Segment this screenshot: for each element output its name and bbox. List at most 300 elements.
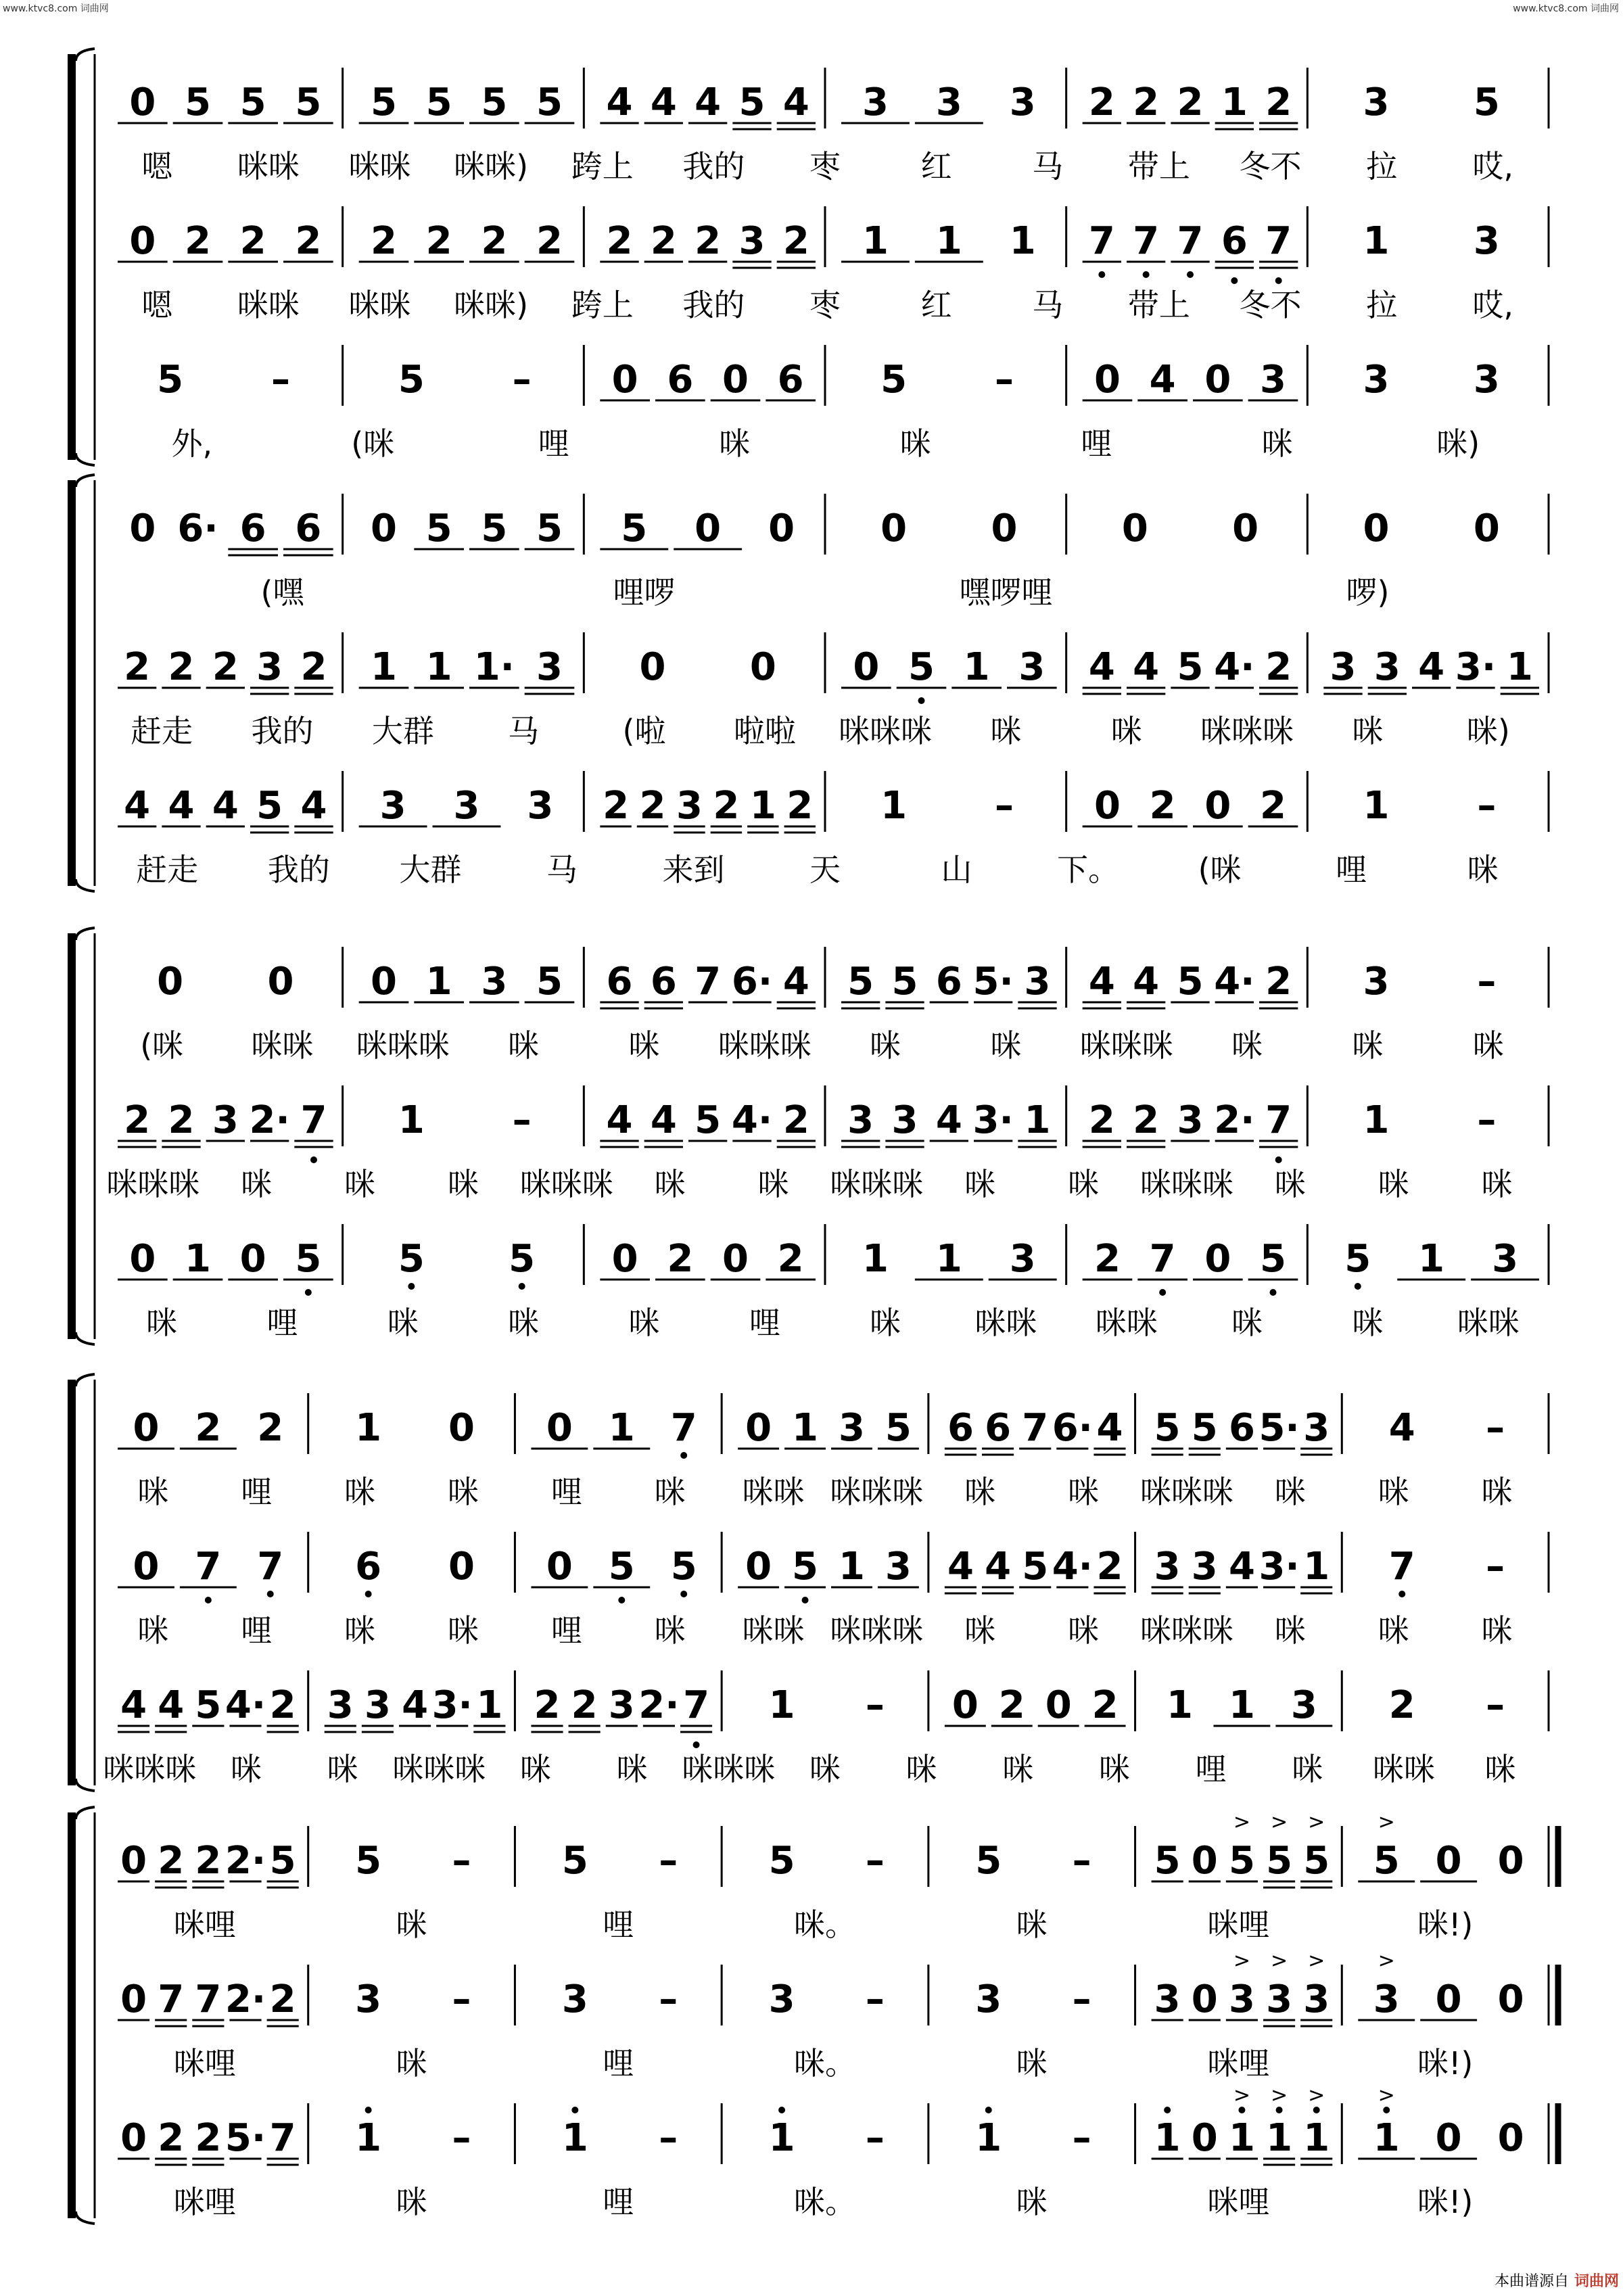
lyric-syllable: 咪咪 bbox=[1095, 1305, 1158, 1341]
lyric-syllable: 咪 bbox=[1481, 1166, 1513, 1202]
low-octave-dot bbox=[1187, 271, 1194, 278]
note: 1 bbox=[1363, 784, 1390, 828]
lyric-syllable: 咪!) bbox=[1417, 2184, 1474, 2220]
note: 3 bbox=[838, 1406, 865, 1450]
note: 5 bbox=[256, 784, 283, 828]
accent-mark: > bbox=[1308, 1810, 1325, 1834]
lyric-syllable: 哩啰 bbox=[613, 574, 676, 611]
note: 1 bbox=[561, 2116, 588, 2160]
note: 3 bbox=[975, 1977, 1002, 2021]
lyric-syllable: 咪咪) bbox=[454, 287, 529, 323]
note: 5 bbox=[536, 507, 563, 550]
note: 0 bbox=[267, 960, 294, 1004]
low-octave-dot bbox=[1098, 271, 1105, 278]
note: 1 bbox=[371, 645, 397, 689]
note: 3 bbox=[1260, 358, 1286, 402]
note: 4 bbox=[606, 80, 633, 124]
note: 0 bbox=[722, 1237, 749, 1281]
note: – bbox=[512, 358, 532, 402]
note: 5 bbox=[1344, 1237, 1371, 1281]
lyric-syllable: 咪 bbox=[327, 1751, 358, 1787]
note: 2 bbox=[1265, 645, 1292, 689]
note: 3 bbox=[1290, 1683, 1317, 1727]
note: 0 bbox=[546, 1545, 573, 1589]
note: 3· bbox=[1455, 645, 1497, 689]
accent-mark: > bbox=[1233, 1810, 1250, 1834]
system-bracket bbox=[68, 933, 76, 1339]
note: 0 bbox=[371, 507, 397, 550]
note: 0 bbox=[1204, 1237, 1231, 1281]
note: 3 bbox=[1473, 219, 1500, 263]
system-bracket bbox=[68, 54, 76, 460]
note: 3 bbox=[1373, 1977, 1400, 2021]
high-octave-dot bbox=[1383, 2107, 1390, 2113]
note: 2 bbox=[998, 1683, 1025, 1727]
note: 4 bbox=[695, 80, 722, 124]
note: 5· bbox=[225, 2116, 266, 2160]
note: 3 bbox=[1154, 1977, 1181, 2021]
note: 0 bbox=[745, 1406, 772, 1450]
accent-mark: > bbox=[1308, 2084, 1325, 2107]
note: 5 bbox=[738, 80, 766, 124]
note: 2· bbox=[249, 1098, 290, 1142]
lyric-syllable: 咪咪咪 bbox=[392, 1751, 486, 1787]
note: 7 bbox=[300, 1098, 327, 1142]
note: 5 bbox=[269, 1839, 296, 1883]
lyric-syllable: 咪。 bbox=[794, 2184, 856, 2220]
note: 1 bbox=[975, 2116, 1002, 2160]
note: 0 bbox=[745, 1545, 772, 1589]
note: – bbox=[512, 1098, 532, 1142]
note: 5 bbox=[561, 1839, 588, 1883]
note: 0 bbox=[129, 219, 156, 263]
note: 2· bbox=[225, 1977, 266, 2021]
note: – bbox=[271, 358, 290, 402]
note: 0 bbox=[1497, 1977, 1524, 2021]
lyric-syllable: 马 bbox=[1032, 148, 1064, 185]
lyric-syllable: 马 bbox=[1032, 287, 1064, 323]
lyric-syllable: 赶走 bbox=[136, 851, 199, 888]
note: 5 bbox=[1022, 1545, 1049, 1589]
lyric-syllable: 咪咪 bbox=[251, 1027, 314, 1064]
note: 7 bbox=[1133, 219, 1160, 263]
low-octave-dot bbox=[918, 697, 925, 704]
note: 3· bbox=[431, 1683, 473, 1727]
note: 3 bbox=[256, 645, 283, 689]
note: 2 bbox=[782, 219, 809, 263]
lyric-syllable: 咪 bbox=[1467, 851, 1499, 888]
note: 0 bbox=[722, 358, 749, 402]
lyric-syllable: 咪 bbox=[1274, 1166, 1306, 1202]
note: 0 bbox=[448, 1545, 475, 1589]
lyric-syllable: 咪 bbox=[1016, 2184, 1048, 2220]
lyric-syllable: 咪咪咪 bbox=[1140, 1166, 1233, 1202]
note: 1 bbox=[963, 645, 990, 689]
note: 7 bbox=[1265, 1098, 1292, 1142]
low-octave-dot bbox=[693, 1741, 700, 1748]
lyric-syllable: 咪 bbox=[1099, 1751, 1130, 1787]
lyric-syllable: 咪咪咪 bbox=[682, 1751, 776, 1787]
note: 2 bbox=[425, 219, 452, 263]
lyric-syllable: 咪咪 bbox=[1373, 1751, 1435, 1787]
note: 3 bbox=[212, 1098, 239, 1142]
note: 4 bbox=[782, 80, 809, 124]
note: – bbox=[1477, 784, 1497, 828]
note: 6 bbox=[985, 1406, 1012, 1450]
lyric-syllable: 咪 bbox=[719, 425, 751, 462]
lyric-syllable: 咪 bbox=[448, 1166, 479, 1202]
note: 2 bbox=[786, 784, 814, 828]
note: 5 bbox=[239, 80, 266, 124]
note: 7 bbox=[670, 1406, 697, 1450]
note: 2 bbox=[481, 219, 508, 263]
note: – bbox=[865, 1977, 885, 2021]
note: 4 bbox=[1418, 645, 1445, 689]
note: 1 bbox=[1303, 2116, 1330, 2160]
note: 6 bbox=[1228, 1406, 1255, 1450]
note: 3 bbox=[885, 1545, 912, 1589]
footer-source-label: 本曲谱源自 bbox=[1494, 2273, 1569, 2290]
note: 1· bbox=[473, 645, 515, 689]
note: 2 bbox=[1260, 784, 1286, 828]
system-bracket-curl bbox=[76, 1807, 95, 2224]
note: 1 bbox=[1506, 645, 1533, 689]
note: 4 bbox=[1088, 960, 1115, 1004]
accent-mark: > bbox=[1378, 1949, 1395, 1973]
note: 0 bbox=[1121, 507, 1148, 550]
low-octave-dot bbox=[680, 1591, 687, 1597]
note: 4 bbox=[1096, 1406, 1123, 1450]
note: 1 bbox=[425, 645, 452, 689]
lyric-syllable: 咪 bbox=[396, 2184, 427, 2220]
note: – bbox=[1072, 1839, 1091, 1883]
note: 1 bbox=[1221, 80, 1248, 124]
note: 5· bbox=[972, 960, 1014, 1004]
lyric-syllable: 哎, bbox=[1472, 287, 1514, 323]
lyric-syllable: 咪 bbox=[1261, 425, 1293, 462]
note: 1 bbox=[1154, 2116, 1181, 2160]
accent-mark: > bbox=[1271, 1810, 1288, 1834]
note: 5 bbox=[295, 80, 322, 124]
lyric-syllable: 咪 bbox=[628, 1305, 660, 1341]
lyric-syllable: 赶走 bbox=[131, 713, 193, 749]
note: 5 bbox=[295, 1237, 322, 1281]
note: 5 bbox=[768, 1839, 795, 1883]
lyric-syllable: 咪 bbox=[870, 1305, 901, 1341]
lyric-syllable: 咪咪 bbox=[237, 148, 300, 185]
lyric-syllable: 咪 bbox=[1231, 1027, 1263, 1064]
note: – bbox=[1486, 1545, 1505, 1589]
lyric-syllable: 咪 bbox=[990, 713, 1022, 749]
note: 0 bbox=[129, 1237, 156, 1281]
note: 4 bbox=[1149, 358, 1176, 402]
lyric-syllable: 咪 bbox=[1231, 1305, 1263, 1341]
lyric-syllable: 咪 bbox=[1016, 1906, 1048, 1943]
note: 5 bbox=[608, 1545, 635, 1589]
note: 2 bbox=[603, 784, 630, 828]
note: 1 bbox=[768, 2116, 795, 2160]
lyric-syllable: 嘿啰哩 bbox=[959, 574, 1053, 611]
lyric-syllable: 咪 bbox=[1352, 1305, 1384, 1341]
low-octave-dot bbox=[1398, 1591, 1405, 1597]
lyric-syllable: 咪哩 bbox=[1207, 2045, 1270, 2082]
note: 1 bbox=[608, 1406, 635, 1450]
note: 0 bbox=[639, 645, 666, 689]
note: 1 bbox=[862, 219, 889, 263]
lyric-syllable: 枣 bbox=[809, 148, 841, 185]
note: 6 bbox=[650, 960, 677, 1004]
footer-credit bbox=[1495, 2270, 1619, 2291]
note: 0 bbox=[991, 507, 1018, 550]
note: 1 bbox=[1363, 1098, 1390, 1142]
lyric-syllable: 马 bbox=[546, 851, 578, 888]
note: 0 bbox=[611, 358, 638, 402]
note: 5 bbox=[157, 358, 184, 402]
note: 3 bbox=[1177, 1098, 1204, 1142]
note: 6· bbox=[1052, 1406, 1093, 1450]
lyric-syllable: 来到 bbox=[662, 851, 725, 888]
lyric-syllable: 咪 bbox=[616, 1751, 648, 1787]
note: 3 bbox=[453, 784, 480, 828]
lyric-syllable: 咪 bbox=[964, 1612, 996, 1649]
note: 2 bbox=[667, 1237, 694, 1281]
note: 3 bbox=[1228, 1977, 1255, 2021]
note: – bbox=[1477, 1098, 1497, 1142]
note: 5 bbox=[1473, 80, 1500, 124]
low-octave-dot bbox=[1143, 271, 1150, 278]
lyric-syllable: 带上 bbox=[1127, 287, 1190, 323]
footer-brand[interactable]: 词曲网 bbox=[1574, 2273, 1619, 2290]
note: 6 bbox=[777, 358, 804, 402]
lyric-syllable: 我的 bbox=[682, 148, 745, 185]
lyric-syllable: 咪 bbox=[1378, 1166, 1409, 1202]
lyric-syllable: 咪 bbox=[396, 1906, 427, 1943]
lyric-syllable: 咪 bbox=[344, 1474, 376, 1510]
note: 4 bbox=[1388, 1406, 1415, 1450]
lyric-syllable: 咪咪咪 bbox=[830, 1612, 924, 1649]
note: 3 bbox=[891, 1098, 918, 1142]
note: 4 bbox=[120, 1683, 147, 1727]
lyric-syllable: (咪 bbox=[1198, 851, 1242, 888]
lyric-syllable: 咪 bbox=[344, 1166, 376, 1202]
lyric-syllable: 跨上 bbox=[571, 287, 634, 323]
lyric-syllable: 咪咪) bbox=[454, 148, 529, 185]
lyric-syllable: 咪 bbox=[1472, 1027, 1504, 1064]
note: 3 bbox=[355, 1977, 382, 2021]
note: 5 bbox=[975, 1839, 1002, 1883]
note: – bbox=[865, 1683, 885, 1727]
note: 5 bbox=[371, 80, 397, 124]
low-octave-dot bbox=[205, 1597, 212, 1603]
note: 1 bbox=[1167, 1683, 1194, 1727]
note: 2 bbox=[1094, 1237, 1121, 1281]
system-bracket-curl bbox=[76, 928, 95, 1344]
note: 2 bbox=[571, 1683, 598, 1727]
lyric-syllable: 哩 bbox=[550, 1474, 582, 1510]
note: – bbox=[1072, 1977, 1091, 2021]
lyric-syllable: (咪 bbox=[140, 1027, 184, 1064]
lyric-syllable: 咪咪咪 bbox=[1200, 713, 1294, 749]
note: 0 bbox=[1497, 1839, 1524, 1883]
lyric-syllable: 哩 bbox=[603, 1906, 634, 1943]
note: 5 bbox=[425, 507, 452, 550]
lyric-syllable: 咪 bbox=[654, 1166, 686, 1202]
note: 3 bbox=[536, 645, 563, 689]
note: 6· bbox=[177, 507, 218, 550]
lyric-syllable: 咪 bbox=[1110, 713, 1142, 749]
note: 5 bbox=[1303, 1839, 1330, 1883]
note: 5 bbox=[621, 507, 648, 550]
lyric-syllable: 嗯 bbox=[141, 148, 173, 185]
lyric-syllable: 咪哩 bbox=[173, 2184, 236, 2220]
note: – bbox=[865, 1839, 885, 1883]
note: 5 bbox=[847, 960, 874, 1004]
note: 2 bbox=[269, 1683, 296, 1727]
lyric-syllable: 咪 bbox=[899, 425, 931, 462]
lyric-syllable: 咪) bbox=[1466, 713, 1510, 749]
note: – bbox=[659, 2116, 678, 2160]
note: 4 bbox=[985, 1545, 1012, 1589]
lyric-syllable: 咪 bbox=[628, 1027, 660, 1064]
note: 3 bbox=[1492, 1237, 1519, 1281]
high-octave-dot bbox=[1313, 2107, 1320, 2113]
note: 0 bbox=[768, 507, 795, 550]
lyric-syllable: 哩 bbox=[603, 2184, 634, 2220]
note: 4 bbox=[402, 1683, 429, 1727]
lyric-syllable: 咪 bbox=[964, 1474, 996, 1510]
note: 6 bbox=[935, 960, 962, 1004]
lyric-syllable: 咪 bbox=[905, 1751, 937, 1787]
note: 2 bbox=[185, 219, 211, 263]
note: 0 bbox=[1232, 507, 1259, 550]
low-octave-dot bbox=[1275, 277, 1282, 284]
note: 3 bbox=[379, 784, 406, 828]
note: 0 bbox=[120, 1839, 147, 1883]
note: 4 bbox=[782, 960, 809, 1004]
note: 0 bbox=[1435, 2116, 1462, 2160]
high-octave-dot bbox=[1276, 2107, 1283, 2113]
high-octave-dot bbox=[365, 2107, 372, 2113]
lyric-syllable: 咪哩 bbox=[173, 1906, 236, 1943]
lyric-syllable: 咪咪咪 bbox=[718, 1027, 812, 1064]
lyric-syllable: 咪 bbox=[1016, 2045, 1048, 2082]
note: 5 bbox=[792, 1545, 819, 1589]
note: 6 bbox=[295, 507, 322, 550]
low-octave-dot bbox=[1270, 1289, 1277, 1296]
low-octave-dot bbox=[310, 1156, 317, 1163]
lyric-syllable: 咪 bbox=[1378, 1474, 1409, 1510]
lyric-syllable: 咪咪咪 bbox=[830, 1474, 924, 1510]
note: 2 bbox=[1088, 1098, 1115, 1142]
note: 0 bbox=[1204, 358, 1231, 402]
note: 7 bbox=[695, 960, 722, 1004]
high-octave-dot bbox=[985, 2107, 992, 2113]
note: 2 bbox=[639, 784, 666, 828]
note: 2 bbox=[1265, 960, 1292, 1004]
note: 5 bbox=[481, 507, 508, 550]
note: 7 bbox=[1388, 1545, 1415, 1589]
note: 2 bbox=[650, 219, 677, 263]
note: 3· bbox=[972, 1098, 1014, 1142]
note: 2 bbox=[1388, 1683, 1415, 1727]
lyric-syllable: 咪咪咪 bbox=[519, 1166, 613, 1202]
note: 3 bbox=[768, 1977, 795, 2021]
lyric-syllable: 咪 bbox=[1352, 713, 1384, 749]
note: 5 bbox=[398, 1237, 425, 1281]
note: 1 bbox=[1024, 1098, 1051, 1142]
note: 2 bbox=[1265, 80, 1292, 124]
note: 5 bbox=[1154, 1839, 1181, 1883]
lyric-syllable: 哩 bbox=[1081, 425, 1112, 462]
note: 5 bbox=[1260, 1237, 1286, 1281]
lyric-syllable: 咪 bbox=[508, 1027, 540, 1064]
note: 2 bbox=[168, 645, 195, 689]
lyric-syllable: 咪 bbox=[448, 1612, 479, 1649]
lyric-syllable: 哩 bbox=[550, 1612, 582, 1649]
note: 0 bbox=[1094, 784, 1121, 828]
lyric-syllable: 马 bbox=[508, 713, 540, 749]
note: 4 bbox=[1228, 1545, 1255, 1589]
lyric-syllable: 哩 bbox=[603, 2045, 634, 2082]
lyric-syllable: 跨上 bbox=[571, 148, 634, 185]
note: 3 bbox=[1363, 960, 1390, 1004]
low-octave-dot bbox=[1275, 1156, 1282, 1163]
note: 5 bbox=[695, 1098, 722, 1142]
note: 1 bbox=[792, 1406, 819, 1450]
note: 4 bbox=[1088, 645, 1115, 689]
note: 5 bbox=[670, 1545, 697, 1589]
accent-mark: > bbox=[1308, 1949, 1325, 1973]
lyric-syllable: 咪咪咪 bbox=[1140, 1612, 1233, 1649]
low-octave-dot bbox=[680, 1452, 687, 1459]
note: 0 bbox=[129, 507, 156, 550]
note: 3 bbox=[364, 1683, 391, 1727]
lyric-syllable: 枣 bbox=[809, 287, 841, 323]
note: 0 bbox=[129, 80, 156, 124]
high-octave-dot bbox=[778, 2107, 785, 2113]
lyric-syllable: 冬不 bbox=[1239, 287, 1302, 323]
high-octave-dot bbox=[571, 2107, 578, 2113]
note: 0 bbox=[695, 507, 722, 550]
note: 4 bbox=[606, 1098, 633, 1142]
note: 4 bbox=[124, 784, 151, 828]
note: 2 bbox=[257, 1406, 284, 1450]
note: 5 bbox=[1154, 1406, 1181, 1450]
note: 0 bbox=[1094, 358, 1121, 402]
lyric-syllable: 咪咪 bbox=[742, 1474, 805, 1510]
note: 3 bbox=[935, 80, 962, 124]
note: 1 bbox=[768, 1683, 795, 1727]
note: 3· bbox=[1259, 1545, 1300, 1589]
note: 2 bbox=[158, 2116, 185, 2160]
system-bracket-curl bbox=[76, 1374, 95, 1791]
lyric-syllable: 咪 bbox=[137, 1612, 169, 1649]
note: 3 bbox=[676, 784, 703, 828]
note: 2 bbox=[695, 219, 722, 263]
note: 6 bbox=[1221, 219, 1248, 263]
lyric-syllable: 咪咪 bbox=[237, 287, 300, 323]
lyric-syllable: 咪咪咪 bbox=[106, 1166, 200, 1202]
lyric-syllable: 咪 bbox=[654, 1474, 686, 1510]
note: 2 bbox=[239, 219, 266, 263]
note: 1 bbox=[935, 219, 962, 263]
low-octave-dot bbox=[618, 1597, 625, 1603]
note: 5 bbox=[185, 80, 211, 124]
note: 4· bbox=[1214, 645, 1255, 689]
note: 3 bbox=[527, 784, 554, 828]
note: 1 bbox=[1009, 219, 1036, 263]
note: 0 bbox=[1497, 2116, 1524, 2160]
